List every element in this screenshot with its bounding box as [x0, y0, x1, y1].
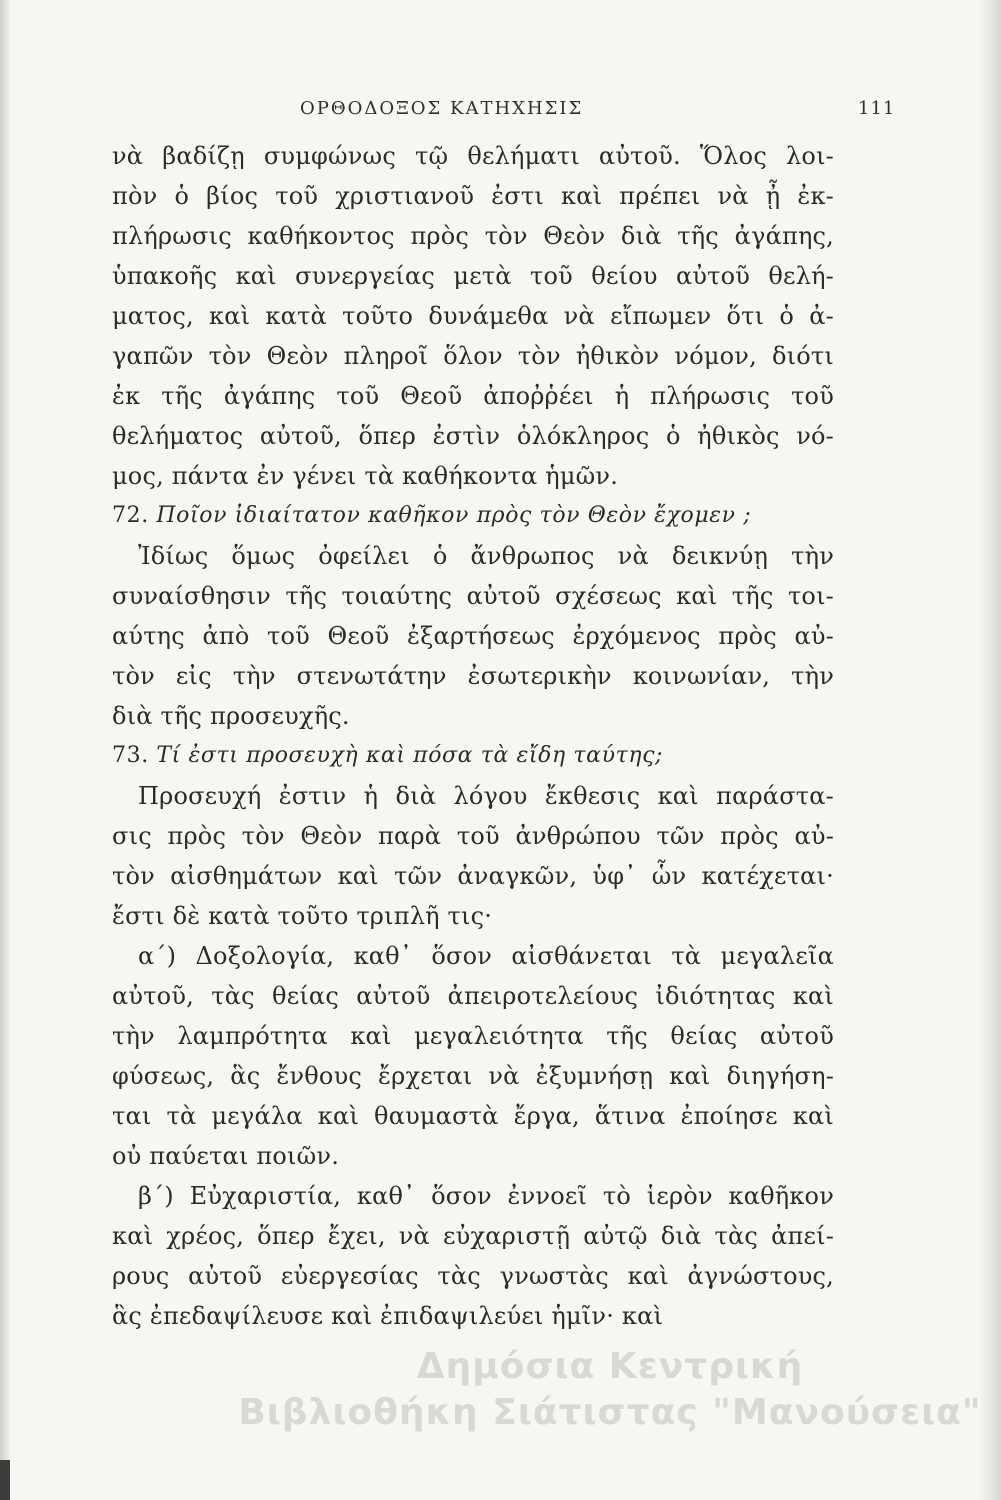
question-73 — [112, 736, 834, 776]
text-line: καὶ χρέος, ὅπερ ἔχει, νὰ εὐχαριστῇ αὐτῷ διὰ τὰς ἀπεί- — [112, 1222, 834, 1250]
text-line: α΄) Δοξολογία, καθ᾿ ὅσον αἰσθάνεται τὰ μεγαλεῖα — [138, 942, 834, 970]
text-line: μος, πάντα ἐν γένει τὰ καθήκοντα ἡμῶν. — [112, 462, 619, 490]
library-watermark-line2: Βιβλιοθήκη Σιάτιστας "Μανούσεια" — [238, 1392, 982, 1433]
text-line: αὐτοῦ, τὰς θείας αὐτοῦ ἀπειροτελείους ἰδιότητας καὶ — [112, 982, 834, 1010]
question-text: Ποῖον ἰδιαίτατον καθῆκον πρὸς τὸν Θεὸν ἔχομεν ; — [156, 503, 752, 528]
text-line: τὸν αἰσθημάτων καὶ τῶν ἀναγκῶν, ὑφ᾿ ὧν κατέχεται· — [112, 862, 834, 890]
scan-dark-corner — [0, 1460, 10, 1500]
text-line: διὰ τῆς προσευχῆς. — [112, 702, 350, 730]
text-line: ρους αὐτοῦ εὐεργεσίας τὰς γνωστὰς καὶ ἀγνώστους, — [112, 1262, 834, 1290]
question-number: 73. — [112, 743, 149, 768]
text-line: τὴν λαμπρότητα καὶ μεγαλειότητα τῆς θείας αὐτοῦ — [112, 1022, 834, 1050]
text-line: β΄) Εὐχαριστία, καθ᾿ ὅσον ἐννοεῖ τὸ ἱερὸν καθῆκον — [138, 1182, 834, 1210]
body-text — [112, 136, 834, 1336]
question-number: 72. — [112, 503, 149, 528]
text-line: πὸν ὁ βίος τοῦ χριστιανοῦ ἐστι καὶ πρέπει νὰ ᾖ ἐκ- — [112, 182, 834, 210]
scan-edge-right — [979, 0, 1001, 1500]
page-number: 111 — [858, 98, 896, 119]
text-line: Ἰδίως ὅμως ὀφείλει ὁ ἄνθρωπος νὰ δεικνύῃ τὴν — [138, 542, 834, 570]
running-header: ΟΡΘΟΔΟΞΟΣ ΚΑΤΗΧΗΣΙΣ — [300, 98, 584, 119]
question-text: Τί ἐστι προσευχὴ καὶ πόσα τὰ εἴδη ταύτης; — [156, 743, 664, 768]
scan-edge-left — [0, 0, 10, 1500]
text-line: συναίσθησιν τῆς τοιαύτης αὐτοῦ σχέσεως καὶ τῆς τοι- — [112, 582, 834, 610]
text-line: γαπῶν τὸν Θεὸν πληροῖ ὅλον τὸν ἠθικὸν νόμον, διότι — [112, 342, 834, 370]
text-line: τὸν εἰς τὴν στενωτάτην ἐσωτερικὴν κοινωνίαν, τὴν — [112, 662, 834, 690]
question-72 — [112, 496, 834, 536]
text-line: ματος, καὶ κατὰ τοῦτο δυνάμεθα νὰ εἴπωμεν ὅτι ὁ ἀ- — [112, 302, 834, 330]
text-line: φύσεως, ἃς ἔνθους ἔρχεται νὰ ἐξυμνήσῃ καὶ διηγήση- — [112, 1062, 834, 1090]
text-line: πλήρωσις καθήκοντος πρὸς τὸν Θεὸν διὰ τῆς ἀγάπης, — [112, 222, 834, 250]
text-line: ἔστι δὲ κατὰ τοῦτο τριπλῆ τις· — [112, 902, 493, 930]
text-line: σις πρὸς τὸν Θεὸν παρὰ τοῦ ἀνθρώπου τῶν πρὸς αὐ- — [112, 822, 834, 850]
text-line: αύτης ἀπὸ τοῦ Θεοῦ ἐξαρτήσεως ἐρχόμενος πρὸς αὐ- — [112, 622, 834, 650]
text-line: Προσευχή ἐστιν ἡ διὰ λόγου ἔκθεσις καὶ παράστα- — [138, 782, 834, 810]
library-watermark-line1: Δημόσια Κεντρική — [416, 1346, 804, 1387]
text-line: θελήματος αὐτοῦ, ὅπερ ἐστὶν ὁλόκληρος ὁ ἠθικὸς νό- — [112, 422, 834, 450]
text-line: ται τὰ μεγάλα καὶ θαυμαστὰ ἔργα, ἅτινα ἐποίησε καὶ — [112, 1102, 834, 1130]
text-line: ὑπακοῆς καὶ συνεργείας μετὰ τοῦ θείου αὐτοῦ θελή- — [112, 262, 834, 290]
text-line: νὰ βαδίζῃ συμφώνως τῷ θελήματι αὐτοῦ. Ὅλος λοι- — [112, 142, 834, 170]
text-line: ἃς ἐπεδαψίλευσε καὶ ἐπιδαψιλεύει ἡμῖν· καὶ — [112, 1302, 664, 1330]
text-line: οὐ παύεται ποιῶν. — [112, 1142, 340, 1170]
text-line: ἐκ τῆς ἀγάπης τοῦ Θεοῦ ἀποῤῥέει ἡ πλήρωσις τοῦ — [112, 382, 834, 410]
